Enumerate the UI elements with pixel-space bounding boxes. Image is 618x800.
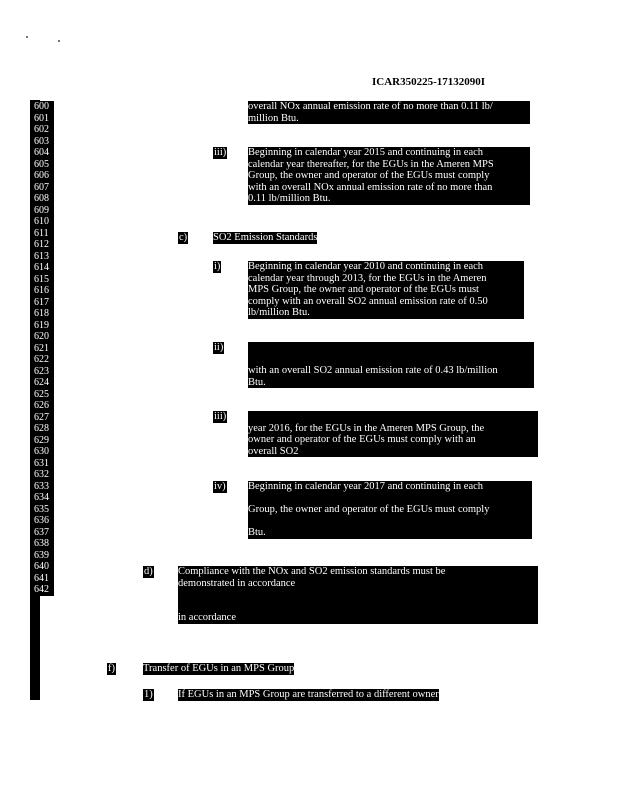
line-number: 620 xyxy=(32,331,54,343)
text-line: 0.11 lb/million Btu. xyxy=(248,193,331,204)
item-label: ii) xyxy=(214,342,224,353)
text-line: lb/million Btu. xyxy=(248,307,310,318)
line-number: 609 xyxy=(32,205,54,217)
text-line xyxy=(178,601,538,613)
line-number: 615 xyxy=(32,274,54,286)
line-number: 625 xyxy=(32,389,54,401)
text-line: overall NOx annual emission rate of no more than 0.11 lb/ xyxy=(248,101,493,112)
line-number: 632 xyxy=(32,469,54,481)
text-block-622 xyxy=(248,411,538,457)
text-line: Beginning in calendar year 2015 and continuing in each xyxy=(248,147,484,158)
text-line: with an overall SO2 annual emission rate of 0.43 lb/million xyxy=(248,365,498,376)
line-number: 631 xyxy=(32,458,54,470)
line-number: 629 xyxy=(32,435,54,447)
line-number: 626 xyxy=(32,400,54,412)
text-line: comply with an overall SO2 annual emission rate of 0.50 xyxy=(248,295,488,307)
text-line xyxy=(248,354,534,366)
line-number: 604 xyxy=(32,147,54,159)
line-numbers xyxy=(32,101,66,596)
document-id: ICAR350225-17132090I xyxy=(372,76,486,88)
item-label: iii) xyxy=(214,411,227,422)
text-line: Beginning in calendar year 2017 and continuing in each xyxy=(248,481,484,492)
text-line: Btu. xyxy=(248,527,266,538)
line-number: 606 xyxy=(32,170,54,182)
text-line: MPS Group, the owner and operator of the EGUs must xyxy=(248,284,479,295)
line-number: 610 xyxy=(32,216,54,228)
line-number: 607 xyxy=(32,182,54,194)
line-number: 616 xyxy=(32,285,54,297)
line-number: 612 xyxy=(32,239,54,251)
line-number: 633 xyxy=(32,481,54,493)
line-number: 601 xyxy=(32,113,54,125)
line-number: 630 xyxy=(32,446,54,458)
line-number: 624 xyxy=(32,377,54,389)
text-line xyxy=(248,342,534,354)
line-number: 602 xyxy=(32,124,54,136)
text-line: Compliance with the NOx and SO2 emission standards must be xyxy=(178,566,446,577)
line-number: 613 xyxy=(32,251,54,263)
text-line xyxy=(248,493,532,505)
line-number: 621 xyxy=(32,343,54,355)
speck xyxy=(58,40,60,42)
line-number: 628 xyxy=(32,423,54,435)
line-number: 634 xyxy=(32,492,54,504)
text-line: owner and operator of the EGUs must comply with an xyxy=(248,434,476,445)
line-number: 618 xyxy=(32,308,54,320)
line-number: 605 xyxy=(32,159,54,171)
line-number: 640 xyxy=(32,561,54,573)
item-label: iv) xyxy=(214,481,226,492)
section-label: f) xyxy=(108,663,115,674)
text-block-633 xyxy=(178,566,538,624)
line-number: 623 xyxy=(32,366,54,378)
section-title: Transfer of EGUs in an MPS Group xyxy=(143,663,295,674)
text-line: year 2016, for the EGUs in the Ameren MPS Group, the xyxy=(248,422,485,434)
line-number: 635 xyxy=(32,504,54,516)
text-line: calendar year through 2013, for the EGUs in the Ameren xyxy=(248,272,487,284)
item-label: d) xyxy=(144,566,153,577)
text-line: Beginning in calendar year 2010 and continuing in each xyxy=(248,261,484,272)
speck xyxy=(26,36,28,38)
line-number: 622 xyxy=(32,354,54,366)
text-block-627 xyxy=(248,481,532,539)
line-number: 642 xyxy=(32,584,54,596)
line-number: 603 xyxy=(32,136,54,148)
text-block-603 xyxy=(248,147,530,205)
text-line: Group, the owner and operator of the EGUs must comply xyxy=(248,170,490,181)
text-line: calendar year thereafter, for the EGUs in the Ameren MPS xyxy=(248,158,494,170)
section-label: c) xyxy=(179,232,188,243)
line-number: 639 xyxy=(32,550,54,562)
text-block-600 xyxy=(248,101,530,124)
line-number: 614 xyxy=(32,262,54,274)
line-number: 617 xyxy=(32,297,54,309)
item-label: iii) xyxy=(214,147,227,158)
line-number: 611 xyxy=(32,228,54,240)
item-label: 1) xyxy=(144,689,153,700)
text-line: If EGUs in an MPS Group are transferred to a different owner xyxy=(178,689,439,700)
text-line: Group, the owner and operator of the EGUs must comply xyxy=(248,504,490,515)
line-number: 600 xyxy=(32,101,54,113)
item-label: i) xyxy=(214,261,221,272)
section-title: SO2 Emission Standards xyxy=(213,232,318,243)
text-line: Btu. xyxy=(248,376,266,388)
text-line xyxy=(178,589,538,601)
line-number: 638 xyxy=(32,538,54,550)
line-number: 619 xyxy=(32,320,54,332)
line-number: 637 xyxy=(32,527,54,539)
text-line xyxy=(248,411,538,423)
text-line: million Btu. xyxy=(248,112,299,124)
line-number: 636 xyxy=(32,515,54,527)
line-number: 608 xyxy=(32,193,54,205)
text-line: with an overall NOx annual emission rate of no more than xyxy=(248,181,493,193)
text-line: demonstrated in accordance xyxy=(178,577,296,589)
line-number: 641 xyxy=(32,573,54,585)
text-line xyxy=(248,516,532,528)
text-block-617 xyxy=(248,342,534,388)
line-number: 627 xyxy=(32,412,54,424)
text-block-611 xyxy=(248,261,524,319)
text-line: in accordance xyxy=(178,612,237,623)
text-line: overall SO2 xyxy=(248,445,299,457)
